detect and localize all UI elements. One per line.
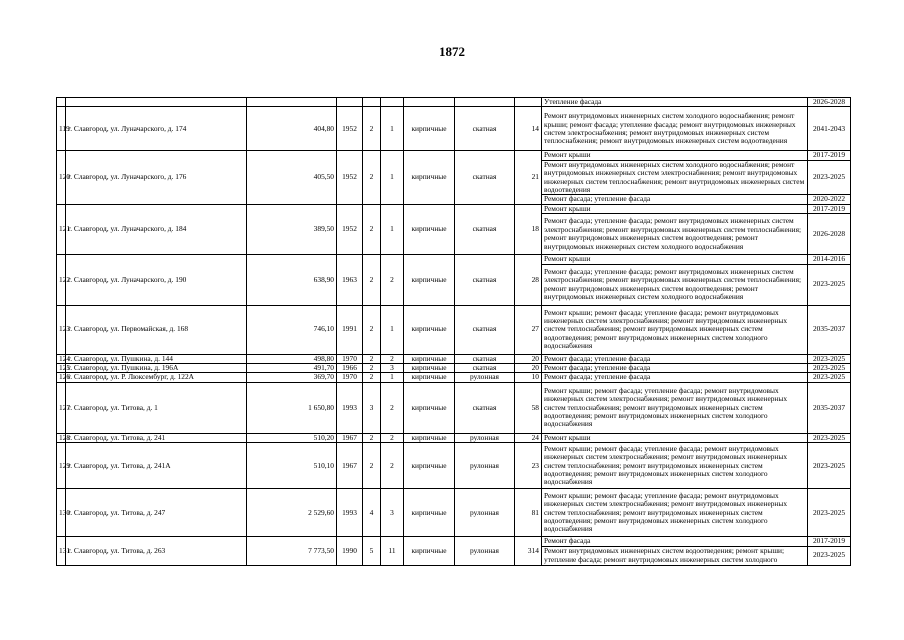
table-row — [57, 305, 851, 354]
house-entrances: 1 — [381, 107, 404, 151]
house-residents: 58 — [515, 382, 542, 433]
house-roof-type: рулонная — [455, 373, 515, 382]
house-area: 7 773,50 — [247, 537, 337, 565]
house-floors: 2 — [363, 364, 381, 373]
table-row — [57, 433, 851, 442]
house-floors: 2 — [363, 443, 381, 489]
house-number — [57, 98, 66, 107]
house-number: 125 — [57, 364, 66, 373]
repair-works: Ремонт фасада — [542, 537, 808, 546]
house-wall-material: кирпичные — [404, 382, 455, 433]
house-year: 1952 — [337, 107, 363, 151]
house-residents: 21 — [515, 151, 542, 204]
registry-table — [56, 97, 851, 566]
house-number: 128 — [57, 433, 66, 442]
house-wall-material: кирпичные — [404, 305, 455, 354]
house-area: 389,50 — [247, 204, 337, 254]
house-wall-material: кирпичные — [404, 433, 455, 442]
house-area: 1 650,80 — [247, 382, 337, 433]
house-wall-material: кирпичные — [404, 204, 455, 254]
repair-works: Утепление фасада — [542, 98, 808, 107]
house-year: 1991 — [337, 305, 363, 354]
house-address: г. Славгород, ул. Титова, д. 263 — [66, 537, 247, 565]
repair-works: Ремонт крыши; ремонт фасада; утепление фасада; ремонт внутридомовых инженерных систем электроснабжения; ремонт внутридомовых инженерных систем теплоснабжения; ремонт внутридомовых инженерных систем водоотведения; ремонт внутридомовых инженерных систем холодного водоснабжения — [542, 305, 808, 354]
repair-period: 2026-2028 — [808, 98, 851, 107]
house-area: 369,70 — [247, 373, 337, 382]
house-floors: 2 — [363, 204, 381, 254]
house-year: 1967 — [337, 443, 363, 489]
repair-works: Ремонт фасада; утепление фасада — [542, 364, 808, 373]
registry-table-body — [57, 98, 851, 566]
house-roof-type: скатная — [455, 204, 515, 254]
repair-works: Ремонт внутридомовых инженерных систем холодного водоснабжения; ремонт внутридомовых инженерных систем электроснабжения; ремонт внутридомовых инженерных систем теплоснабжения; ремонт внутридомовых инженерных систем водоотведения — [542, 160, 808, 195]
house-entrances: 2 — [381, 255, 404, 305]
house-entrances: 3 — [381, 489, 404, 537]
house-area: 638,90 — [247, 255, 337, 305]
house-roof-type: скатная — [455, 255, 515, 305]
house-roof-type: скатная — [455, 305, 515, 354]
house-wall-material: кирпичные — [404, 489, 455, 537]
house-address: г. Славгород, ул. Луначарского, д. 176 — [66, 151, 247, 204]
repair-works: Ремонт крыши; ремонт фасада; утепление фасада; ремонт внутридомовых инженерных систем электроснабжения; ремонт внутридомовых инженерных систем теплоснабжения; ремонт внутридомовых инженерных систем водоотведения; ремонт внутридомовых инженерных систем холодного водоснабжения — [542, 443, 808, 489]
house-address: г. Славгород, ул. Р. Люксембург, д. 122А — [66, 373, 247, 382]
repair-works: Ремонт крыши — [542, 255, 808, 264]
table-row — [57, 537, 851, 546]
house-residents: 23 — [515, 443, 542, 489]
house-wall-material: кирпичные — [404, 107, 455, 151]
repair-period: 2014-2016 — [808, 255, 851, 264]
repair-works: Ремонт крыши — [542, 433, 808, 442]
house-address: г. Славгород, ул. Титова, д. 241 — [66, 433, 247, 442]
house-roof-type: скатная — [455, 354, 515, 363]
repair-period: 2035-2037 — [808, 382, 851, 433]
house-entrances: 1 — [381, 151, 404, 204]
house-year: 1990 — [337, 537, 363, 565]
repair-works: Ремонт фасада; утепление фасада — [542, 195, 808, 204]
repair-period: 2017-2019 — [808, 204, 851, 213]
repair-period: 2023-2025 — [808, 160, 851, 195]
house-number: 119 — [57, 107, 66, 151]
table-row — [57, 151, 851, 160]
house-wall-material: кирпичные — [404, 443, 455, 489]
house-area: 405,50 — [247, 151, 337, 204]
house-entrances: 2 — [381, 443, 404, 489]
repair-period: 2023-2025 — [808, 433, 851, 442]
house-roof-type: рулонная — [455, 489, 515, 537]
house-area: 510,20 — [247, 433, 337, 442]
house-residents: 10 — [515, 373, 542, 382]
house-year: 1993 — [337, 489, 363, 537]
repair-period: 2017-2019 — [808, 151, 851, 160]
repair-period: 2017-2019 — [808, 537, 851, 546]
house-number: 129 — [57, 443, 66, 489]
house-number: 124 — [57, 354, 66, 363]
repair-works: Ремонт крыши; ремонт фасада; утепление фасада; ремонт внутридомовых инженерных систем электроснабжения; ремонт внутридомовых инженерных систем теплоснабжения; ремонт внутридомовых инженерных систем водоотведения; ремонт внутридомовых инженерных систем холодного водоснабжения — [542, 489, 808, 537]
house-roof-type: рулонная — [455, 537, 515, 565]
house-year — [337, 98, 363, 107]
house-roof-type — [455, 98, 515, 107]
house-address: г. Славгород, ул. Пушкина, д. 144 — [66, 354, 247, 363]
house-floors: 2 — [363, 107, 381, 151]
house-year: 1952 — [337, 204, 363, 254]
repair-period: 2023-2025 — [808, 546, 851, 565]
repair-period: 2023-2025 — [808, 364, 851, 373]
house-entrances: 1 — [381, 204, 404, 254]
house-residents: 81 — [515, 489, 542, 537]
house-year: 1967 — [337, 433, 363, 442]
house-entrances: 3 — [381, 364, 404, 373]
house-wall-material: кирпичные — [404, 373, 455, 382]
house-address: г. Славгород, ул. Луначарского, д. 190 — [66, 255, 247, 305]
house-entrances: 1 — [381, 373, 404, 382]
house-floors: 2 — [363, 255, 381, 305]
repair-period: 2020-2022 — [808, 195, 851, 204]
house-entrances — [381, 98, 404, 107]
house-year: 1952 — [337, 151, 363, 204]
house-year: 1963 — [337, 255, 363, 305]
table-row — [57, 98, 851, 107]
house-wall-material: кирпичные — [404, 255, 455, 305]
repair-works: Ремонт внутридомовых инженерных систем холодного водоснабжения; ремонт крыши; ремонт фасада; утепление фасада; ремонт внутридомовых инженерных систем электроснабжения; ремонт внутридомовых инженерных систем теплоснабжения; ремонт внутридомовых инженерных систем водоотведения — [542, 107, 808, 151]
house-address: г. Славгород, ул. Луначарского, д. 184 — [66, 204, 247, 254]
house-number: 127 — [57, 382, 66, 433]
house-address: г. Славгород, ул. Титова, д. 241А — [66, 443, 247, 489]
table-row — [57, 373, 851, 382]
house-residents: 27 — [515, 305, 542, 354]
house-number: 126 — [57, 373, 66, 382]
repair-works: Ремонт фасада; утепление фасада — [542, 373, 808, 382]
repair-works: Ремонт фасада; утепление фасада — [542, 354, 808, 363]
house-residents: 28 — [515, 255, 542, 305]
house-wall-material — [404, 98, 455, 107]
repair-period: 2023-2025 — [808, 264, 851, 305]
house-floors: 3 — [363, 382, 381, 433]
house-area: 404,80 — [247, 107, 337, 151]
repair-period: 2023-2025 — [808, 489, 851, 537]
house-wall-material: кирпичные — [404, 354, 455, 363]
repair-works: Ремонт фасада; утепление фасада; ремонт внутридомовых инженерных систем электроснабжения; ремонт внутридомовых инженерных систем теплоснабжения; ремонт внутридомовых инженерных систем водоотведения; ремонт внутридомовых инженерных систем холодного водоснабжения — [542, 264, 808, 305]
house-address — [66, 98, 247, 107]
house-roof-type: скатная — [455, 107, 515, 151]
house-floors: 2 — [363, 373, 381, 382]
house-address: г. Славгород, ул. Первомайская, д. 168 — [66, 305, 247, 354]
house-residents: 24 — [515, 433, 542, 442]
house-wall-material: кирпичные — [404, 364, 455, 373]
house-area: 2 529,60 — [247, 489, 337, 537]
house-residents: 14 — [515, 107, 542, 151]
house-year: 1993 — [337, 382, 363, 433]
house-year: 1966 — [337, 364, 363, 373]
table-row — [57, 382, 851, 433]
house-entrances: 1 — [381, 305, 404, 354]
repair-period: 2023-2025 — [808, 354, 851, 363]
house-floors: 2 — [363, 354, 381, 363]
house-address: г. Славгород, ул. Титова, д. 247 — [66, 489, 247, 537]
repair-works: Ремонт крыши — [542, 204, 808, 213]
repair-period: 2035-2037 — [808, 305, 851, 354]
house-floors — [363, 98, 381, 107]
house-area: 491,70 — [247, 364, 337, 373]
house-roof-type: скатная — [455, 151, 515, 204]
repair-period: 2041-2043 — [808, 107, 851, 151]
table-row — [57, 489, 851, 537]
house-number: 130 — [57, 489, 66, 537]
house-floors: 2 — [363, 151, 381, 204]
house-wall-material: кирпичные — [404, 537, 455, 565]
house-floors: 2 — [363, 433, 381, 442]
house-entrances: 2 — [381, 433, 404, 442]
table-row — [57, 107, 851, 151]
house-area — [247, 98, 337, 107]
house-number: 123 — [57, 305, 66, 354]
house-entrances: 11 — [381, 537, 404, 565]
house-roof-type: скатная — [455, 382, 515, 433]
house-area: 510,10 — [247, 443, 337, 489]
house-area: 498,80 — [247, 354, 337, 363]
house-entrances: 2 — [381, 382, 404, 433]
house-address: г. Славгород, ул. Луначарского, д. 174 — [66, 107, 247, 151]
house-number: 121 — [57, 204, 66, 254]
house-number: 131 — [57, 537, 66, 565]
house-residents: 18 — [515, 204, 542, 254]
repair-works: Ремонт внутридомовых инженерных систем водоотведения; ремонт крыши; утепление фасада; ремонт внутридомовых инженерных систем холодного — [542, 546, 808, 565]
house-address: г. Славгород, ул. Пушкина, д. 196А — [66, 364, 247, 373]
house-residents: 20 — [515, 354, 542, 363]
house-number: 122 — [57, 255, 66, 305]
repair-works: Ремонт фасада; утепление фасада; ремонт внутридомовых инженерных систем электроснабжения; ремонт внутридомовых инженерных систем теплоснабжения; ремонт внутридомовых инженерных систем водоотведения; ремонт внутридомовых инженерных систем холодного водоснабжения — [542, 214, 808, 255]
house-floors: 4 — [363, 489, 381, 537]
house-residents — [515, 98, 542, 107]
house-roof-type: рулонная — [455, 443, 515, 489]
house-wall-material: кирпичные — [404, 151, 455, 204]
house-address: г. Славгород, ул. Титова, д. 1 — [66, 382, 247, 433]
table-row — [57, 255, 851, 264]
house-floors: 2 — [363, 305, 381, 354]
house-area: 746,10 — [247, 305, 337, 354]
house-floors: 5 — [363, 537, 381, 565]
house-number: 120 — [57, 151, 66, 204]
house-year: 1970 — [337, 373, 363, 382]
table-row — [57, 204, 851, 213]
house-roof-type: рулонная — [455, 433, 515, 442]
repair-period: 2023-2025 — [808, 443, 851, 489]
page-number: 1872 — [439, 44, 465, 59]
repair-works: Ремонт крыши — [542, 151, 808, 160]
house-entrances: 2 — [381, 354, 404, 363]
house-roof-type: скатная — [455, 364, 515, 373]
repair-period: 2026-2028 — [808, 214, 851, 255]
house-year: 1970 — [337, 354, 363, 363]
repair-works: Ремонт крыши; ремонт фасада; утепление фасада; ремонт внутридомовых инженерных систем электроснабжения; ремонт внутридомовых инженерных систем теплоснабжения; ремонт внутридомовых инженерных систем водоотведения; ремонт внутридомовых инженерных систем холодного водоснабжения — [542, 382, 808, 433]
house-residents: 314 — [515, 537, 542, 565]
house-residents: 20 — [515, 364, 542, 373]
table-row — [57, 443, 851, 489]
repair-period: 2023-2025 — [808, 373, 851, 382]
